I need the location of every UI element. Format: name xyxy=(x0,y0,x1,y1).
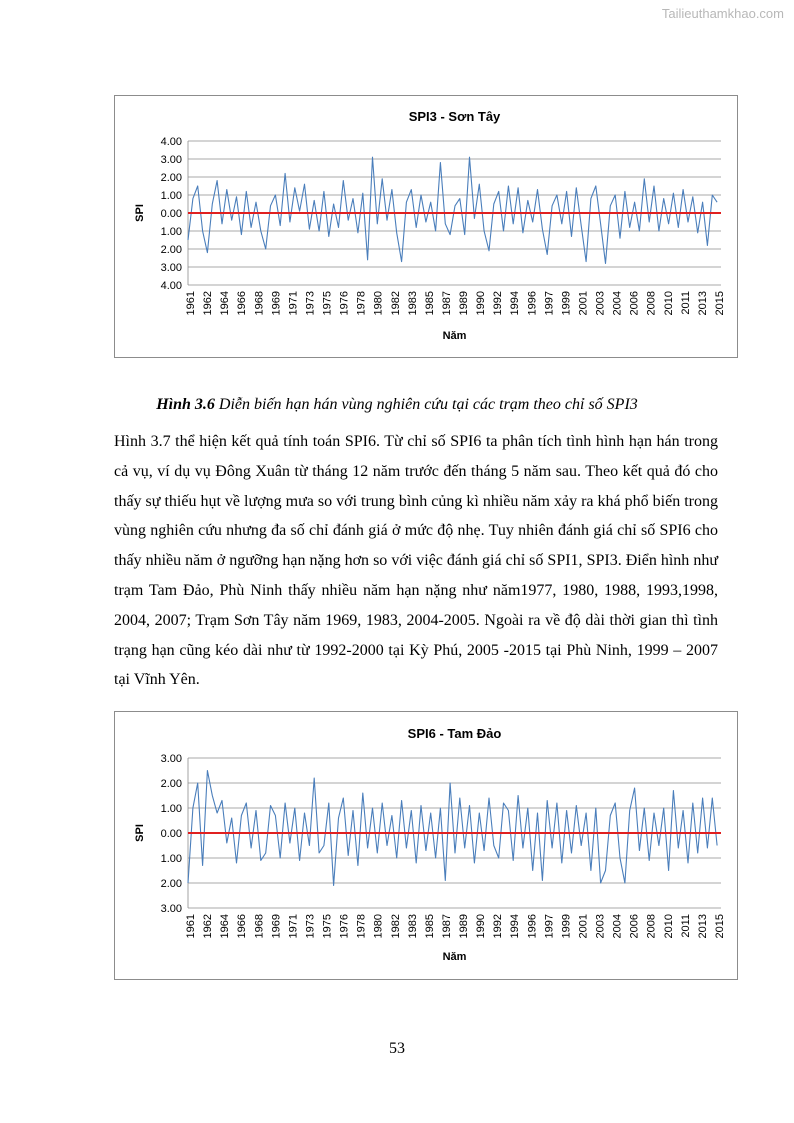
chart1-x-tick-label: 2001 xyxy=(577,291,590,316)
body-paragraph: Hình 3.7 thể hiện kết quả tính toán SPI6. Từ chỉ số SPI6 ta phân tích tình hình hạn hán trong cả vụ, ví dụ vụ Đông Xuân từ tháng 12 năm trước đến tháng 5 năm sau. Theo kết quả đó cho thấy sự thiếu hụt về lượng mưa so với trung bình củng kì nhiều năm xảy ra khá phổ biến trong vùng nghiên cứu nhưng đa số chỉ đánh giá ở mức độ nhẹ. Tuy nhiên đánh giá chỉ số SPI6 cho thấy nhiều năm ở ngưỡng hạn nặng hơn so với việc đánh giá chỉ số SPI1, SPI3. Điển hình như trạm Tam Đảo, Phù Ninh thấy nhiều năm hạn nặng như năm1977, 1980, 1988, 1993,1998, 2004, 2007; Trạm Sơn Tây năm 1969, 1983, 2004-2005. Ngoài ra về độ dài thời gian thì tình trạng hạn cũng kéo dài như từ 1992-2000 tại Kỳ Phú, 2005 -2015 tại Phù Ninh, 1999 – 2007 tại Vĩnh Yên. xyxy=(114,433,718,689)
chart1-x-tick-label: 1968 xyxy=(253,291,266,316)
chart1-x-tick-label: 1976 xyxy=(338,291,351,316)
chart1-x-tick-label: 1973 xyxy=(304,291,317,316)
chart1-y-axis-label: SPI xyxy=(134,204,146,222)
chart2-title: SPI6 - Tam Đảo xyxy=(407,726,502,741)
chart1-y-tick-label: 3.00 xyxy=(160,154,182,166)
chart1-x-tick-label: 1999 xyxy=(560,291,573,316)
chart2-y-tick-label: 1.00 xyxy=(160,803,182,815)
chart2-x-tick-label: 1985 xyxy=(423,914,436,939)
chart2-x-tick-label: 1983 xyxy=(406,914,419,939)
chart2-x-tick-label: 1969 xyxy=(270,914,283,939)
chart1-x-tick-label: 1975 xyxy=(321,291,334,316)
chart2-x-tick-label: 1996 xyxy=(526,914,539,939)
figure-caption xyxy=(0,396,794,414)
chart2-x-tick-label: 1978 xyxy=(355,914,368,939)
chart1-title: SPI3 - Sơn Tây xyxy=(408,109,501,124)
chart2-x-tick-label: 2008 xyxy=(645,914,658,939)
page-number: 53 xyxy=(389,1040,405,1057)
figure-caption-label: Hình 3.6 xyxy=(156,396,215,413)
chart1-x-tick-label: 1992 xyxy=(492,291,505,316)
chart1-y-tick-label: 3.00 xyxy=(160,262,182,274)
chart2-x-tick-label: 1987 xyxy=(440,914,453,939)
chart1-x-tick-label: 1982 xyxy=(389,291,402,316)
chart2-x-tick-label: 1976 xyxy=(338,914,351,939)
chart2-x-tick-label: 1994 xyxy=(509,914,522,939)
spi6-tam-dao-chart xyxy=(114,711,738,980)
chart1-x-tick-label: 1962 xyxy=(202,291,215,316)
chart2-x-tick-label: 1980 xyxy=(372,914,385,939)
chart1-x-tick-label: 2011 xyxy=(679,291,692,315)
spi3-son-tay-chart xyxy=(114,95,738,358)
chart1-x-tick-label: 2013 xyxy=(696,291,709,316)
chart2-y-tick-label: 3.00 xyxy=(160,753,182,765)
chart2-x-tick-label: 1997 xyxy=(543,914,556,939)
chart1-y-tick-label: 0.00 xyxy=(160,208,182,220)
chart2-x-tick-label: 1968 xyxy=(253,914,266,939)
chart1-y-tick-label: 1.00 xyxy=(160,190,182,202)
chart1-x-tick-label: 2010 xyxy=(662,291,675,316)
chart1-x-tick-label: 1978 xyxy=(355,291,368,316)
chart1-series-line xyxy=(188,157,717,263)
watermark: Tailieuthamkhao.com xyxy=(661,6,784,21)
chart2-x-tick-label: 1973 xyxy=(304,914,317,939)
chart1-x-axis-label: Năm xyxy=(442,330,467,342)
chart2-x-tick-label: 2011 xyxy=(679,914,692,938)
chart2-x-tick-label: 1961 xyxy=(185,914,197,939)
chart2-y-tick-label: 2.00 xyxy=(160,778,182,790)
chart2-x-tick-label: 1971 xyxy=(287,914,300,939)
chart1-x-tick-label: 1964 xyxy=(219,291,232,316)
chart1-x-tick-label: 2015 xyxy=(714,291,726,316)
chart1-y-tick-label: 4.00 xyxy=(160,136,182,148)
chart1-x-tick-label: 1966 xyxy=(236,291,249,316)
chart2-x-tick-label: 1992 xyxy=(492,914,505,939)
chart1-x-tick-label: 1989 xyxy=(458,291,471,316)
chart2-x-tick-label: 1999 xyxy=(560,914,573,939)
chart1-x-tick-label: 1969 xyxy=(270,291,283,316)
chart2-x-tick-label: 1989 xyxy=(458,914,471,939)
chart1-x-tick-label: 2008 xyxy=(645,291,658,316)
chart2-x-tick-label: 1966 xyxy=(236,914,249,939)
chart1-x-tick-label: 1987 xyxy=(440,291,453,316)
chart1-x-tick-label: 1996 xyxy=(526,291,539,316)
chart1-x-tick-label: 1990 xyxy=(475,291,488,316)
chart2-y-tick-label: 2.00 xyxy=(160,878,182,890)
chart1-x-tick-label: 2003 xyxy=(594,291,607,316)
chart2-x-tick-label: 2006 xyxy=(628,914,641,939)
chart1-y-tick-label: 1.00 xyxy=(160,226,182,238)
chart2-y-tick-label: 1.00 xyxy=(160,853,182,865)
chart2-x-tick-label: 1982 xyxy=(389,914,402,939)
chart1-x-tick-label: 1985 xyxy=(423,291,436,316)
chart1-x-tick-label: 1961 xyxy=(185,291,197,316)
chart1-x-tick-label: 2004 xyxy=(611,291,624,316)
chart1-x-tick-label: 2006 xyxy=(628,291,641,316)
chart2-x-tick-label: 1990 xyxy=(475,914,488,939)
chart1-y-tick-label: 2.00 xyxy=(160,244,182,256)
chart2-y-tick-label: 0.00 xyxy=(160,828,182,840)
chart2-x-tick-label: 2015 xyxy=(714,914,726,939)
chart1-x-tick-label: 1983 xyxy=(406,291,419,316)
chart1-x-tick-label: 1980 xyxy=(372,291,385,316)
chart2-x-tick-label: 2010 xyxy=(662,914,675,939)
chart2-series-line xyxy=(188,771,717,886)
chart1-x-tick-label: 1997 xyxy=(543,291,556,316)
chart2-x-tick-label: 1962 xyxy=(202,914,215,939)
chart2-x-axis-label: Năm xyxy=(442,951,467,963)
chart2-y-tick-label: 3.00 xyxy=(160,903,182,915)
figure-caption-text: Diễn biến hạn hán vùng nghiên cứu tại các trạm theo chỉ số SPI3 xyxy=(214,396,638,413)
chart1-x-tick-label: 1994 xyxy=(509,291,522,316)
chart2-x-tick-label: 2001 xyxy=(577,914,590,939)
chart2-x-tick-label: 2003 xyxy=(594,914,607,939)
chart1-x-tick-label: 1971 xyxy=(287,291,300,316)
chart1-y-tick-label: 2.00 xyxy=(160,172,182,184)
chart1-y-tick-label: 4.00 xyxy=(160,280,182,292)
chart2-x-tick-label: 1964 xyxy=(219,914,232,939)
chart2-x-tick-label: 1975 xyxy=(321,914,334,939)
chart2-y-axis-label: SPI xyxy=(134,824,146,842)
chart2-x-tick-label: 2004 xyxy=(611,914,624,939)
chart2-x-tick-label: 2013 xyxy=(696,914,709,939)
